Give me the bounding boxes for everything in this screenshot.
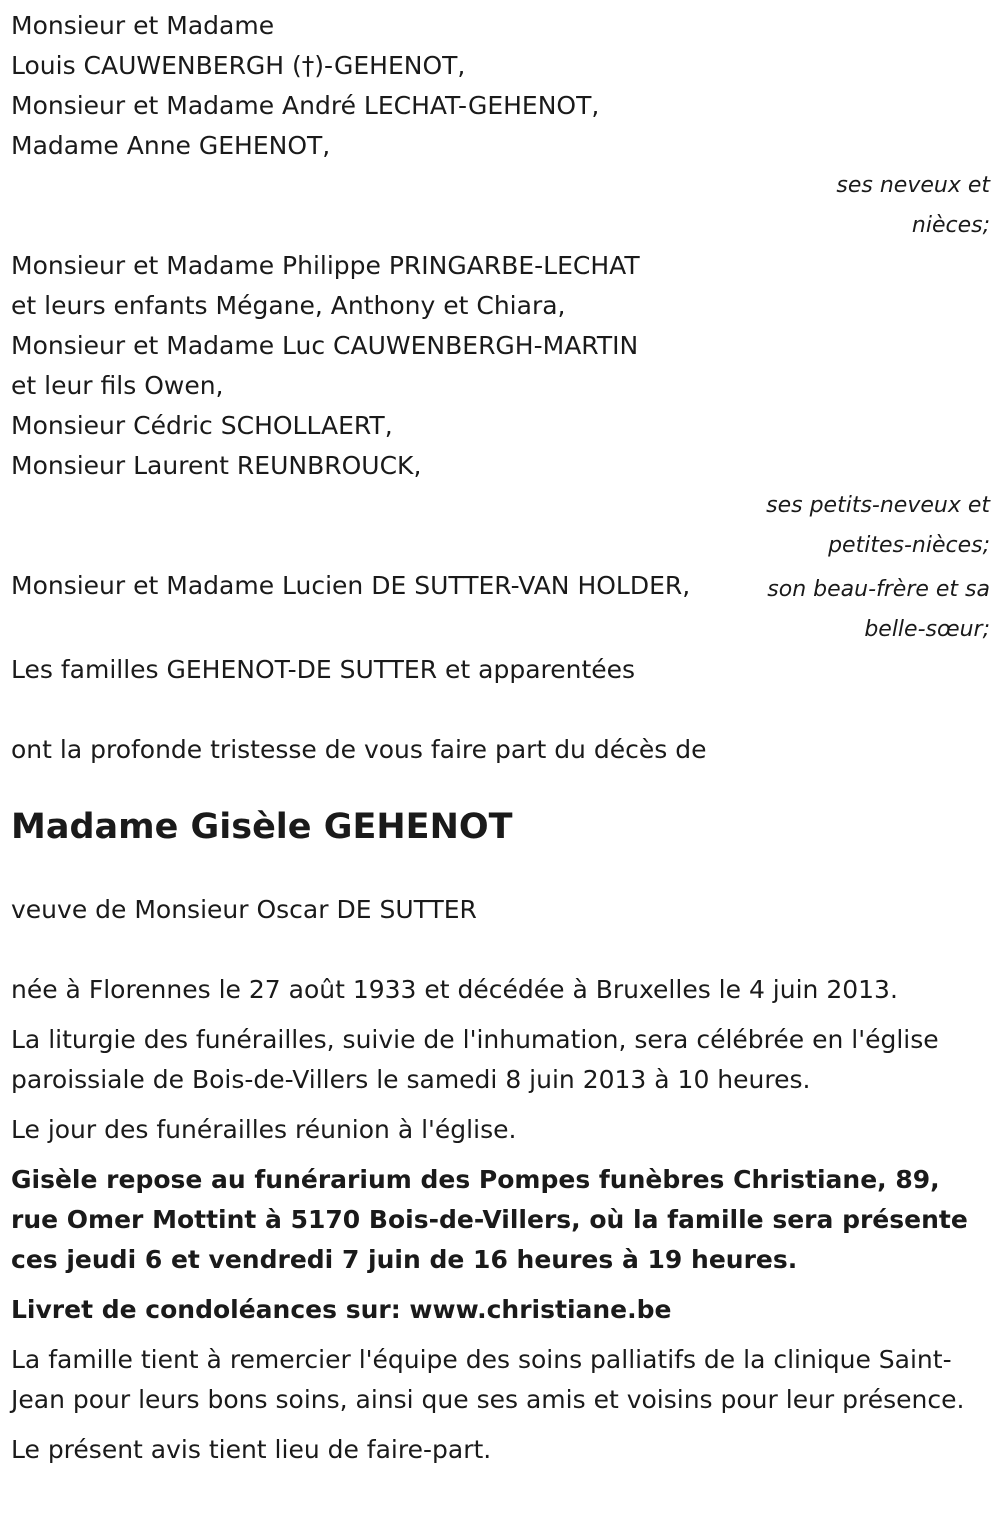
widow-of: veuve de Monsieur Oscar DE SUTTER: [11, 895, 477, 924]
liturgy-info: La liturgie des funérailles, suivie de l'inhumation, sera célébrée en l'église paroissiale de Bois-de-Villers le samedi 8 juin 2013 à 10 heures.: [11, 1025, 939, 1094]
family-line: Monsieur et Madame Lucien DE SUTTER-VAN HOLDER,: [11, 571, 691, 600]
notice-statement: Le présent avis tient lieu de faire-part.: [11, 1435, 492, 1464]
relationship-label: [11, 166, 990, 246]
thanks-message: La famille tient à remercier l'équipe des soins palliatifs de la clinique Saint-Jean pour leurs bons soins, ainsi que ses amis et voisins pour leur présence.: [11, 1345, 965, 1414]
family-line: Madame Anne GEHENOT,: [11, 131, 331, 160]
meeting-info: Le jour des funérailles réunion à l'église.: [11, 1115, 517, 1144]
relationship-label: [11, 486, 990, 566]
families-line: Les familles GEHENOT-DE SUTTER et apparentées: [11, 655, 636, 684]
family-group-grandnephews: [11, 246, 990, 566]
relationship-label-line: son beau-frère et sa: [767, 577, 990, 602]
family-line: et leur fils Owen,: [11, 371, 224, 400]
condolences-link: Livret de condoléances sur: www.christiane.be: [11, 1295, 672, 1324]
birth-death-dates: née à Florennes le 27 août 1933 et décédée à Bruxelles le 4 juin 2013.: [11, 975, 898, 1004]
relationship-label-line: petites-nièces;: [828, 533, 990, 558]
family-line: Monsieur et Madame Philippe PRINGARBE-LECHAT: [11, 251, 640, 280]
relationship-label-line: nièces;: [911, 213, 990, 238]
family-line: Monsieur Laurent REUNBROUCK,: [11, 451, 422, 480]
family-line: Monsieur et Madame Luc CAUWENBERGH-MARTIN: [11, 331, 639, 360]
family-line: et leurs enfants Mégane, Anthony et Chiara,: [11, 291, 566, 320]
funeral-home-info: Gisèle repose au funérarium des Pompes funèbres Christiane, 89, rue Omer Mottint à 5170 Bois-de-Villers, où la famille sera présente ces jeudi 6 et vendredi 7 juin de 16 heures à 19 heures.: [11, 1165, 968, 1274]
family-line: Louis CAUWENBERGH (†)-GEHENOT,: [11, 51, 466, 80]
family-line: Monsieur et Madame André LECHAT-GEHENOT,: [11, 91, 600, 120]
family-line: Monsieur Cédric SCHOLLAERT,: [11, 411, 393, 440]
family-line: Monsieur et Madame: [11, 11, 275, 40]
family-group-in-laws: [11, 566, 990, 650]
announcement: ont la profonde tristesse de vous faire part du décès de: [11, 735, 707, 764]
relationship-label-line: ses neveux et: [836, 173, 990, 198]
relationship-label-line: belle-sœur;: [864, 617, 990, 642]
deceased-name: Madame Gisèle GEHENOT: [11, 807, 513, 847]
family-group-nephews: [11, 6, 990, 246]
relationship-label-line: ses petits-neveux et: [766, 493, 990, 518]
